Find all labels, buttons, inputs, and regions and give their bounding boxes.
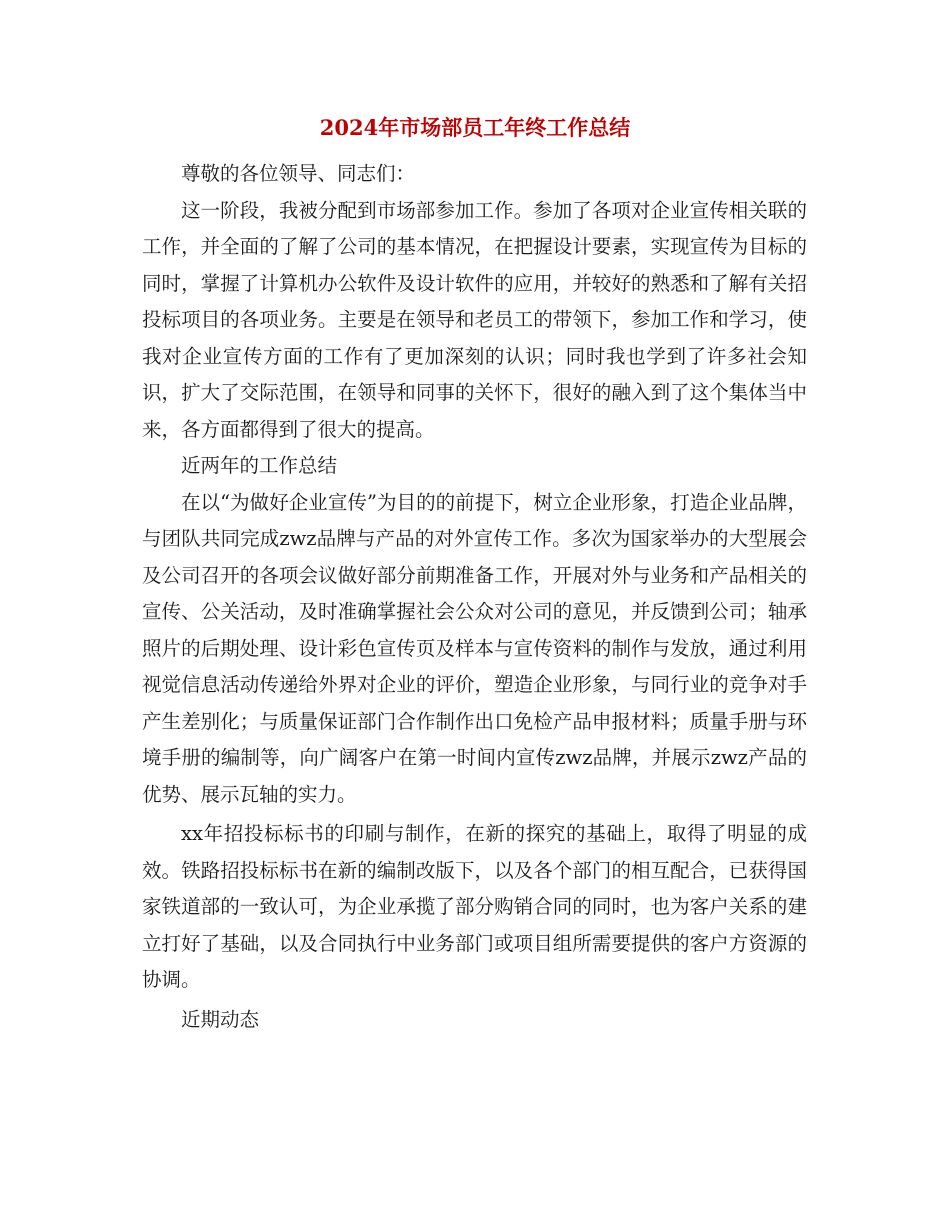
paragraph-intro: 这一阶段，我被分配到市场部参加工作。参加了各项对企业宣传相关联的工作，并全面的了解了公司的基本情况，在把握设计要素，实现宣传为目标的同时，掌握了计算机办公软件及设计软件的应用，并较好的熟悉和了解有关招投标项目的各项业务。主要是在领导和老员工的带领下，参加工作和学习，使我对企业宣传方面的工作有了更加深刻的认识；同时我也学到了许多社会知识，扩大了交际范围，在领导和同事的关怀下，很好的融入到了这个集体当中来，各方面都得到了很大的提高。 <box>142 198 807 441</box>
paragraph-publicity-work: 在以“为做好企业宣传”为目的的前提下，树立企业形象，打造企业品牌，与团队共同完成zwz品牌与产品的对外宣传工作。多次为国家举办的大型展会及公司召开的各项会议做好部分前期准备工作，开展对外与业务和产品相关的宣传、公关活动，及时准确掌握社会公众对公司的意见，并反馈到公司；轴承照片的后期处理、设计彩色宣传页及样本与宣传资料的制作与发放，通过利用视觉信息活动传递给外界对企业的评价，塑造企业形象，与同行业的竞争对手产生差别化；与质量保证部门合作制作出口免检产品申报材料；质量手册与环境手册的编制等，向广阔客户在第一时间内宣传zwz品牌，并展示zwz产品的优势、展示瓦轴的实力。 <box>142 490 807 806</box>
document-title: 2024年市场部员工年终工作总结 <box>319 115 631 140</box>
section-heading-summary: 近两年的工作总结 <box>181 454 338 477</box>
paragraph-bidding: xx年招投标标书的印刷与制作，在新的探究的基础上，取得了明显的成效。铁路招投标标书在新的编制改版下，以及各个部门的相互配合，已获得国家铁道部的一致认可，为企业承揽了部分购销合同的同时，也为客户关系的建立打好了基础，以及合同执行中业务部门或项目组所需要提供的客户方资源的协调。 <box>142 822 807 991</box>
section-heading-recent: 近期动态 <box>181 1007 260 1031</box>
document-body <box>142 156 807 1038</box>
salutation: 尊敬的各位领导、同志们： <box>181 162 416 185</box>
